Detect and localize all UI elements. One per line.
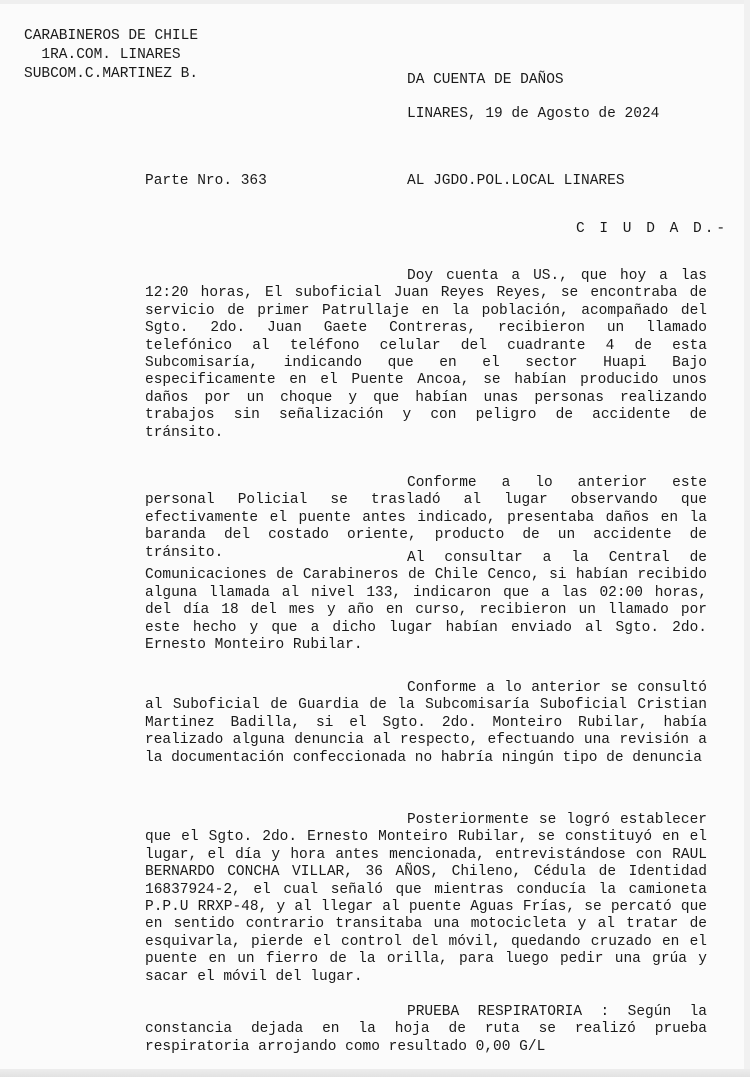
paragraph-2-text: Conforme a lo anterior este personal Policial se trasladó al lugar observando que efectivamente el puente antes indicado, presentaba daños en la baranda del costado oriente, producto de un accidente de tránsito. xyxy=(145,475,707,561)
paragraph-1-text: Doy cuenta a US., que hoy a las 12:20 horas, El suboficial Juan Reyes Reyes, se encontraba de servicio de primer Patrullaje en la población, acompañado del Sgto. 2do. Juan Gaete Contreras, recibieron un llamado telefónico al teléfono celular del cuadrante 4 de esta Subcomisaría, indicando que en el sector Huapi Bajo especificamente en el Puente Ancoa, se habían producido unos daños por un choque y que habían unas personas realizando trabajos sin señalización y con peligro de accidente de tránsito. xyxy=(145,268,707,441)
paragraph-6-text: PRUEBA RESPIRATORIA : Según la constancia dejada en la hoja de ruta se realizó prueba respiratoria arrojando como resultado 0,00 G/L xyxy=(145,1004,707,1055)
header-line-1: CARABINEROS DE CHILE xyxy=(24,28,199,44)
paragraph-5-text: Posteriormente se logró establecer que el Sgto. 2do. Ernesto Monteiro Rubilar, se constituyó en el lugar, el día y hora antes mencionada, entrevistándose con RAUL BERNARDO CONCHA VILLAR, 36 AÑOS, Chileno, Cédula de Identidad 16837924-2, el cual señaló que mientras conducía la camioneta P.P.U RRXP-48, y al llegar al puente Aguas Frías, se percató que en sentido contrario transitaba una motocicleta y al tratar de esquivarla, pierde el control del móvil, quedando cruzado en el puente en un fierro de la orilla, para luego pedir una grúa y sacar el móvil del lugar. xyxy=(145,812,707,985)
paragraph-5 xyxy=(145,812,707,986)
recipient: AL JGDO.POL.LOCAL LINARES xyxy=(407,173,625,189)
paragraph-1 xyxy=(145,268,707,442)
paragraph-2 xyxy=(145,475,707,562)
scan-bottom-edge xyxy=(0,1069,750,1077)
paragraph-3-text: Al consultar a la Central de Comunicaciones de Carabineros de Chile Cenco, si habían recibido alguna llamada al nivel 133, indicaron que a las 02:00 horas, del día 18 del mes y año en curso, recibieron un llamado por este hecho y que a dicho lugar habían enviado al Sgto. 2do. Ernesto Monteiro Rubilar. xyxy=(145,550,707,654)
paragraph-3 xyxy=(145,550,707,654)
header-line-3: SUBCOM.C.MARTINEZ B. xyxy=(24,66,199,82)
city-line: C I U D A D.- xyxy=(576,221,729,237)
scan-right-edge xyxy=(744,0,750,1077)
document-date: LINARES, 19 de Agosto de 2024 xyxy=(407,106,660,122)
header-line-2: 1RA.COM. LINARES xyxy=(41,47,181,63)
paragraph-4-text: Conforme a lo anterior se consultó al Suboficial de Guardia de la Subcomisaría Suboficial Cristian Martinez Badilla, si el Sgto. 2do. Monteiro Rubilar, había realizado alguna denuncia al respecto, efectuando una revisión a la documentación confeccionada no habría ningún tipo de denuncia xyxy=(145,680,707,766)
parte-number: Parte Nro. 363 xyxy=(145,173,267,189)
scan-top-edge xyxy=(0,0,750,4)
paragraph-4 xyxy=(145,680,707,767)
document-subject: DA CUENTA DE DAÑOS xyxy=(407,72,564,88)
paragraph-6 xyxy=(145,1004,707,1056)
institution-header xyxy=(24,27,198,84)
